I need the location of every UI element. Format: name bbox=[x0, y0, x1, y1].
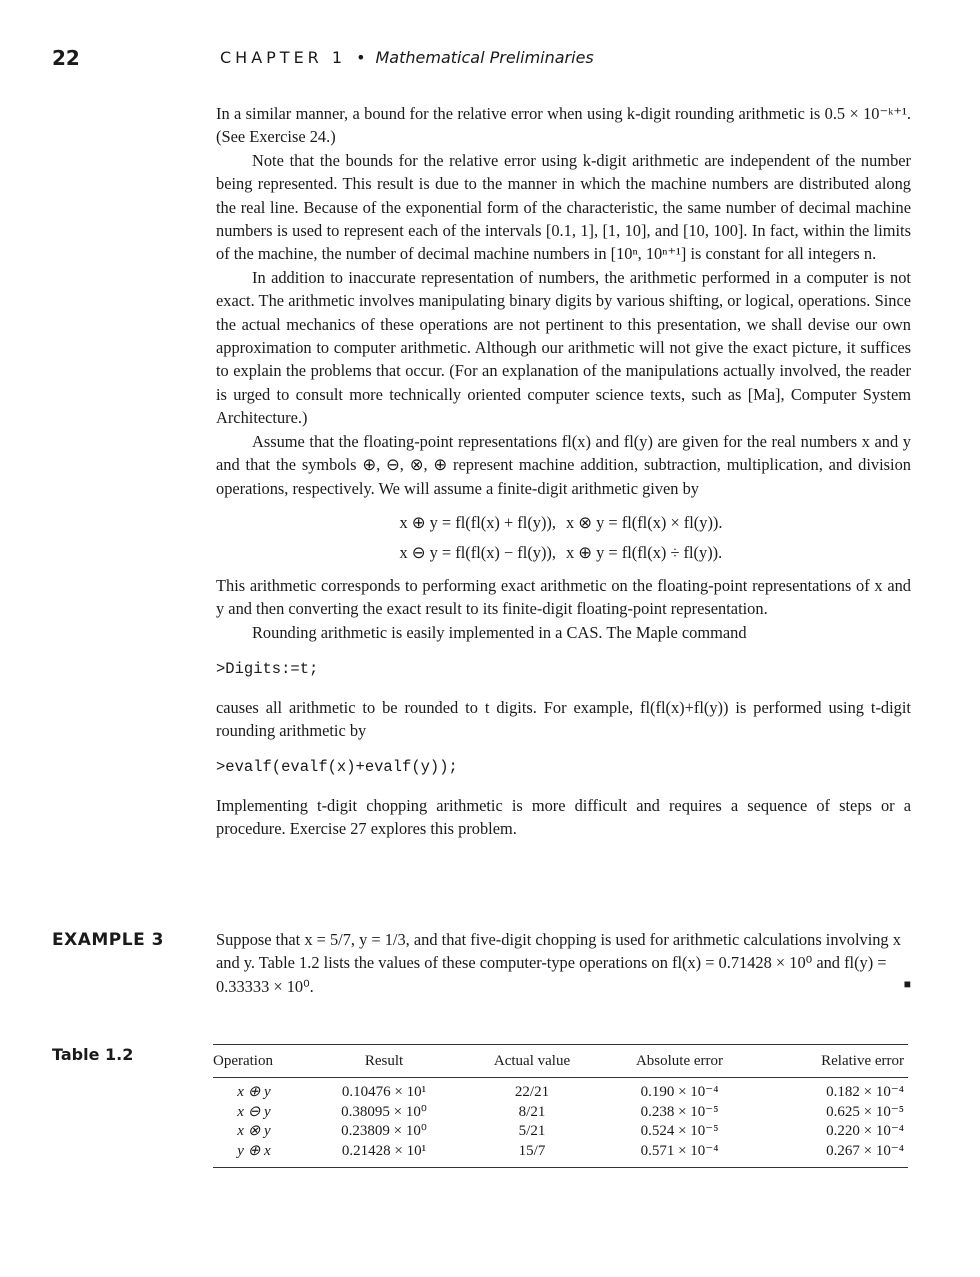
cell-relative-error: 0.267 × 10⁻⁴ bbox=[768, 1142, 908, 1168]
equation-sub: x ⊖ y = fl(fl(x) − fl(y)), bbox=[399, 542, 556, 562]
paragraph-2: Note that the bounds for the relative error using k-digit arithmetic are independent of the number being represented. This result is due to the manner in which the machine numbers are distributed along the real line. Because of the exponential form of the characteristic, the same number of decimal machine numbers is used to represent each of the intervals [0.1, 1], [1, 10], and [10, 100]. In fact, within the limits of the machine, the number of decimal machine numbers in [10ⁿ, 10ⁿ⁺¹] is constant for all integers n. bbox=[216, 150, 911, 264]
cell-absolute-error: 0.190 × 10⁻⁴ bbox=[640, 1084, 719, 1100]
paragraph-4: Assume that the floating-point representations fl(x) and fl(y) are given for the real numbers x and y and that the symbols ⊕, ⊖, ⊗, ⊕ represent machine addition, subtraction, multiplication, and division operations, respectively. We will assume a finite-digit arithmetic given by bbox=[216, 431, 911, 498]
cell-result: 0.21428 × 10¹ bbox=[295, 1142, 473, 1168]
header-operation: Operation bbox=[213, 1045, 295, 1078]
equation-mul: x ⊗ y = fl(fl(x) × fl(y)). bbox=[566, 512, 723, 532]
equation-div: x ⊕ y = fl(fl(x) ÷ fl(y)). bbox=[566, 542, 723, 562]
example-label: EXAMPLE 3 bbox=[52, 930, 164, 950]
table-row bbox=[213, 1103, 908, 1123]
paragraph-6: Rounding arithmetic is easily implemented in a CAS. The Maple command bbox=[252, 622, 747, 642]
header-absolute-error: Absolute error bbox=[591, 1045, 768, 1078]
header-actual-value: Actual value bbox=[473, 1045, 591, 1078]
cell-actual-value: 22/21 bbox=[514, 1084, 550, 1100]
cell-actual-value: 8/21 bbox=[518, 1103, 546, 1120]
table-row bbox=[213, 1078, 908, 1103]
cell-operation: y ⊕ x bbox=[213, 1142, 295, 1168]
arithmetic-equations bbox=[216, 508, 911, 568]
table-header-row bbox=[213, 1045, 908, 1078]
paragraph-3: In addition to inaccurate representation of numbers, the arithmetic performed in a computer is not exact. The arithmetic involves manipulating binary digits by various shifting, or logical, operations. Since the actual mechanics of these operations are not pertinent to this presentation, we shall devise our own approximation to computer arithmetic. Although our arithmetic will not give the exact picture, it suffices to explain the problems that occur. (For an explanation of the manipulations actually involved, the reader is urged to consult more technically oriented computer science texts, such as [Ma], Computer System Architecture.) bbox=[216, 267, 911, 428]
paragraph-1: In a similar manner, a bound for the relative error when using k-digit rounding arithmetic is 0.5 × 10⁻ᵏ⁺¹. (See Exercise 24.) bbox=[216, 104, 911, 147]
paragraph-7: causes all arithmetic to be rounded to t digits. For example, fl(fl(x)+fl(y)) is performed using t-digit rounding arithmetic by bbox=[216, 697, 911, 740]
results-table bbox=[213, 1044, 908, 1168]
paragraph-5: This arithmetic corresponds to performing exact arithmetic on the floating-point representations of x and y and then converting the exact result to its finite-digit floating-point representation. bbox=[216, 575, 911, 619]
header-relative-error: Relative error bbox=[768, 1045, 908, 1078]
cell-actual-value: 15/7 bbox=[473, 1142, 591, 1168]
cell-relative-error: 0.220 × 10⁻⁴ bbox=[826, 1123, 904, 1139]
equation-add: x ⊕ y = fl(fl(x) + fl(y)), bbox=[399, 512, 556, 532]
table-row bbox=[213, 1122, 908, 1142]
cell-actual-value: 5/21 bbox=[518, 1123, 546, 1139]
header-result: Result bbox=[295, 1045, 473, 1078]
table-label: Table 1.2 bbox=[52, 1045, 134, 1064]
header-separator: • bbox=[356, 48, 366, 67]
maple-code-evalf: >evalf(evalf(x)+evalf(y)); bbox=[216, 758, 458, 777]
cell-operation: x ⊖ y bbox=[237, 1103, 271, 1120]
chapter-label: CHAPTER 1 bbox=[220, 48, 347, 67]
chapter-subtitle: Mathematical Preliminaries bbox=[375, 48, 594, 67]
running-header bbox=[220, 48, 594, 67]
cell-result: 0.38095 × 10⁰ bbox=[341, 1103, 427, 1120]
cell-operation: x ⊕ y bbox=[237, 1084, 271, 1100]
cell-relative-error: 0.625 × 10⁻⁵ bbox=[826, 1103, 904, 1120]
cell-absolute-error: 0.524 × 10⁻⁵ bbox=[640, 1123, 719, 1139]
end-of-example-mark: ■ bbox=[903, 976, 911, 991]
cell-absolute-error: 0.571 × 10⁻⁴ bbox=[591, 1142, 768, 1168]
cell-operation: x ⊗ y bbox=[237, 1123, 271, 1139]
cell-result: 0.23809 × 10⁰ bbox=[341, 1123, 427, 1139]
example-text: Suppose that x = 5/7, y = 1/3, and that five-digit chopping is used for arithmetic calculations involving x and y. Table 1.2 lists the values of these computer-type operations on fl(x) = 0.71428 × 10⁰ and fl(y) = 0.33333 × 10⁰. bbox=[216, 930, 901, 996]
cell-absolute-error: 0.238 × 10⁻⁵ bbox=[640, 1103, 719, 1120]
paragraph-8: Implementing t-digit chopping arithmetic is more difficult and requires a sequence of steps or a procedure. Exercise 27 explores this problem. bbox=[216, 795, 911, 839]
page-number: 22 bbox=[52, 46, 80, 70]
example-body bbox=[216, 928, 911, 998]
body-text bbox=[216, 102, 911, 841]
cell-result: 0.10476 × 10¹ bbox=[341, 1084, 427, 1100]
cell-relative-error: 0.182 × 10⁻⁴ bbox=[826, 1084, 904, 1100]
table-row bbox=[213, 1142, 908, 1168]
maple-code-digits: >Digits:=t; bbox=[216, 660, 319, 679]
